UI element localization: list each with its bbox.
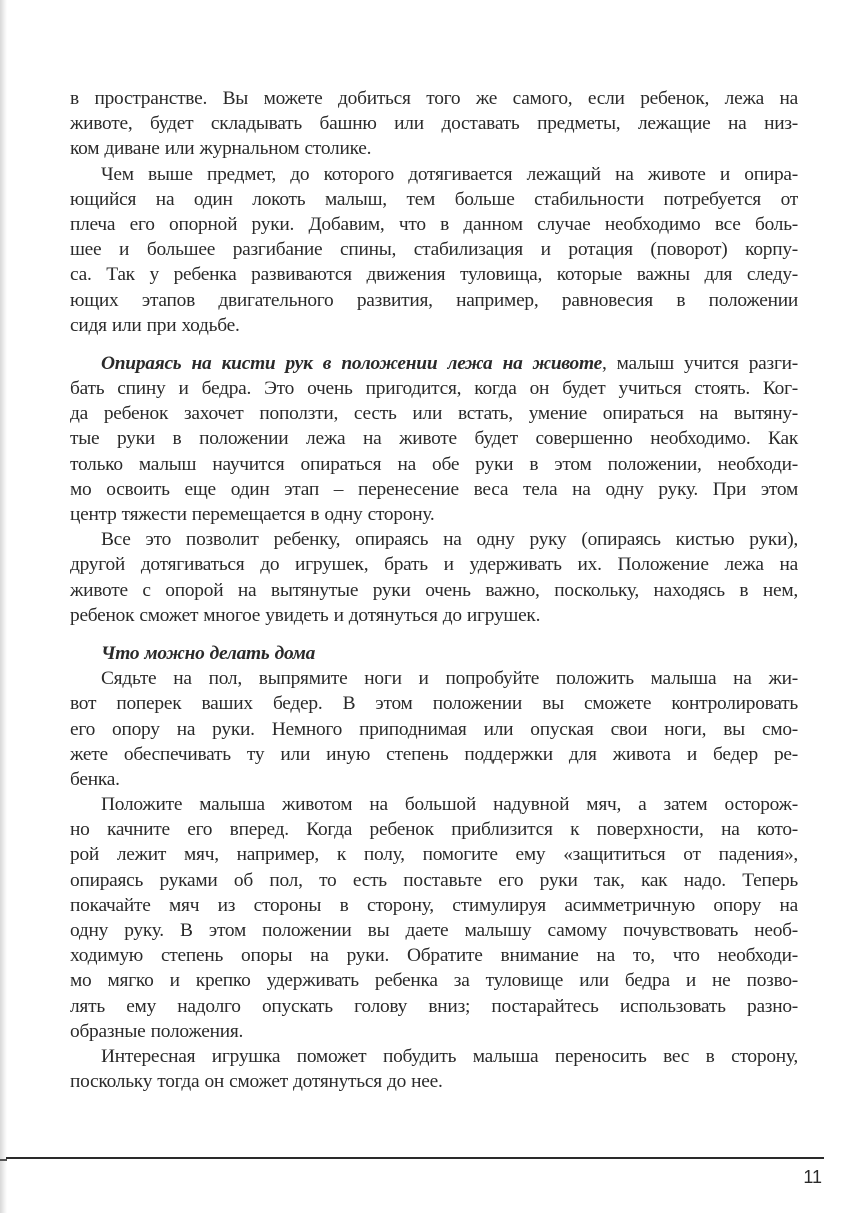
page-edge-shadow [0, 0, 7, 1213]
section-gap [70, 628, 798, 641]
text-line: ком диване или журнальном столике. [70, 138, 372, 160]
text-line: сидя или при ходьбе. [70, 314, 240, 336]
text-line: мо освоить еще один этап – перенесение веса тела на одну руку. При этом [70, 478, 798, 500]
footer-rule [6, 1157, 824, 1159]
text-line: другой дотягиваться до игрушек, брать и удерживать их. Положение лежа на [70, 554, 798, 576]
emphasis-text: Опираясь на кисти рук в положении лежа на животе [101, 352, 602, 374]
text-line: жете обеспечивать ту или иную степень поддержки для живота и бедер ре- [70, 743, 798, 765]
page-body [70, 86, 798, 1094]
paragraph [70, 351, 798, 527]
footer-rule-tick [0, 1159, 7, 1161]
paragraph [70, 162, 798, 338]
paragraph [70, 792, 798, 1044]
text-line: Интересная игрушка поможет побудить малыша переносить вес в сторону, [101, 1045, 798, 1067]
text-line: плеча его опорной руки. Добавим, что в данном случае необходимо все боль- [70, 213, 798, 235]
text-line: покачайте мяч из стороны в сторону, стимулируя асимметричную опору на [70, 894, 798, 916]
text-line: центр тяжести перемещается в одну сторону. [70, 504, 435, 525]
text-line: только малыш научится опираться на обе руки в этом положении, необходи- [70, 453, 798, 475]
text-line: вот поперек ваших бедер. В этом положении вы сможете контролировать [70, 693, 798, 715]
text-line: са. Так у ребенка развиваются движения туловища, которые важны для следу- [70, 264, 798, 286]
text-line: в пространстве. Вы можете добиться того же самого, если ребенок, лежа на [70, 88, 798, 109]
text-line: да ребенок захочет поползти, сесть или встать, умение опираться на вытяну- [70, 403, 798, 425]
text-line: его опору на руки. Немного приподнимая или опуская свои ноги, вы смо- [70, 718, 798, 740]
paragraph [70, 86, 798, 162]
text-fragment: , малыш учится разги- [601, 352, 798, 374]
text-line: ходимую степень опоры на руки. Обратите внимание на то, что необходи- [70, 945, 798, 967]
text-line: ющийся на один локоть малыш, тем больше стабильности потребуется от [70, 188, 798, 210]
text-line: бенка. [70, 768, 120, 790]
text-line: но качните его вперед. Когда ребенок приблизится к поверхности, на кото- [70, 819, 798, 841]
text-line: лять ему надолго опускать голову вниз; постарайтесь использовать разно- [70, 995, 798, 1017]
text-line: ющих этапов двигательного развития, например, равновесия в положении [70, 289, 798, 311]
text-line: Чем выше предмет, до которого дотягивается лежащий на животе и опира- [101, 163, 798, 185]
text-line: образные положения. [70, 1020, 244, 1042]
text-line: мо мягко и крепко удерживать ребенка за туловище или бедра и не позво- [70, 970, 798, 992]
text-line [70, 351, 798, 376]
text-line: Положите малыша животом на большой надувной мяч, а затем осторож- [101, 794, 798, 816]
paragraph [70, 666, 798, 792]
text-line: одну руку. В этом положении вы даете малышу самому почувствовать необ- [70, 920, 798, 941]
text-line: Все это позволит ребенку, опираясь на одну руку (опираясь кистью руки), [101, 529, 798, 551]
text-line: Сядьте на пол, выпрямите ноги и попробуйте положить малыша на жи- [101, 668, 798, 690]
text-line: ребенок сможет многое увидеть и дотянуться до игрушек. [70, 604, 541, 626]
text-line: тые руки в положении лежа на животе будет совершенно необходимо. Как [70, 428, 798, 450]
text-line: опираясь руками об пол, то есть поставьте его руки так, как надо. Теперь [70, 869, 798, 891]
paragraph [70, 1044, 798, 1094]
text-line: животе, будет складывать башню или доставать предметы, лежащие на низ- [70, 113, 798, 135]
text-line: поскольку тогда он сможет дотянуться до нее. [70, 1071, 443, 1093]
text-line: животе с опорой на вытянутые руки очень важно, поскольку, находясь в нем, [70, 579, 798, 601]
text-line: рой лежит мяч, например, к полу, помогите ему «защититься от падения», [70, 844, 798, 866]
section-gap [70, 338, 798, 351]
text-line: бать спину и бедра. Это очень пригодится, когда он будет учиться стоять. Ког- [70, 378, 798, 400]
text-line: шее и большее разгибание спины, стабилизация и ротация (поворот) корпу- [70, 239, 798, 261]
page-number: 11 [803, 1167, 822, 1187]
paragraph [70, 527, 798, 628]
section-heading: Что можно делать дома [101, 642, 316, 664]
